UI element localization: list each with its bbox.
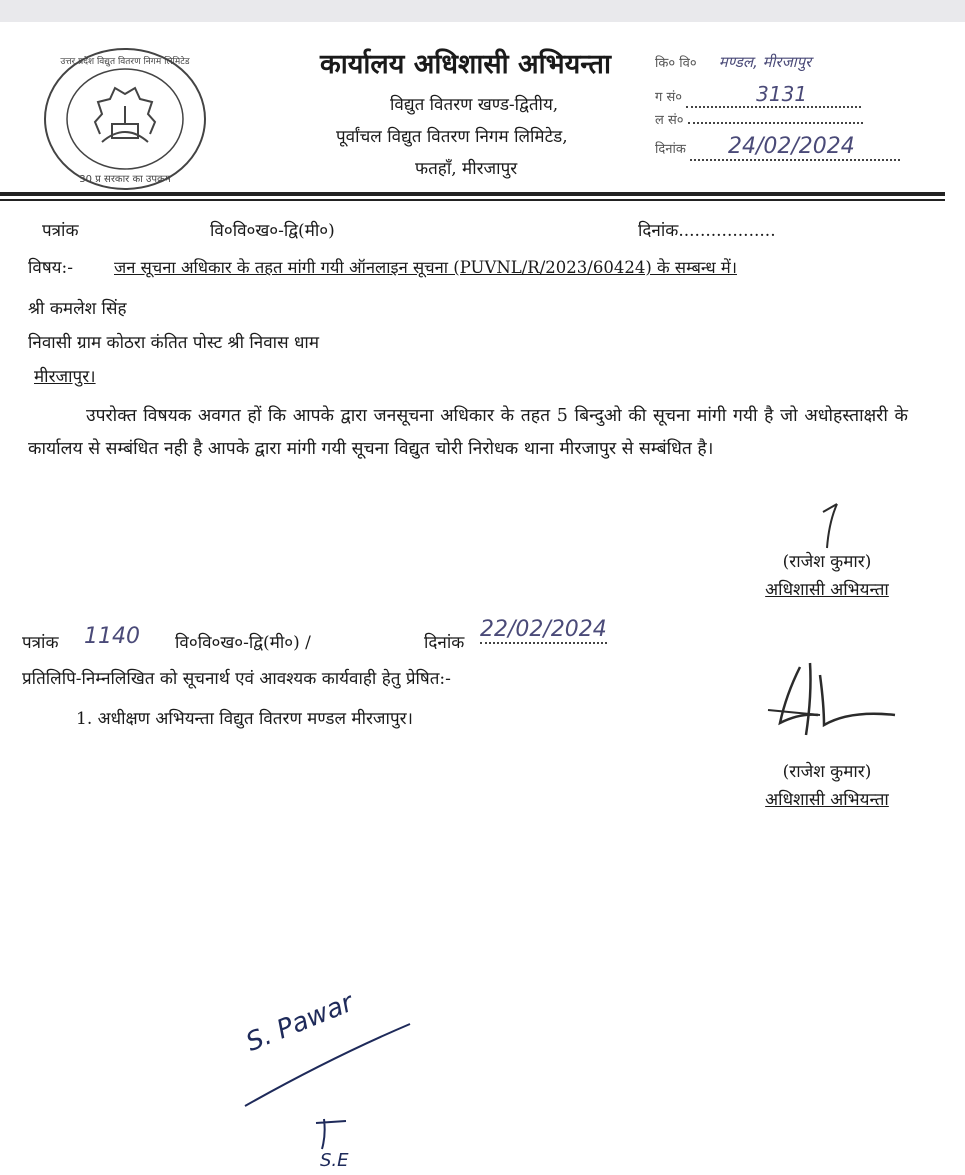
logo-ring-text-top: उत्तर प्रदेश विद्युत वितरण निगम लिमिटेड	[60, 57, 190, 67]
stamp-line4-hand: 24/02/2024	[727, 134, 855, 159]
stamp-line2-hand: 3131	[756, 82, 808, 106]
subject-text: जन सूचना अधिकार के तहत मांगी गयी ऑनलाइन सूचना (PUVNL/R/2023/60424) के सम्बन्ध में।	[114, 258, 737, 277]
copy-intro: प्रतिलिपि-निम्नलिखित को सूचनार्थ एवं आवश्यक कार्यवाही हेतु प्रेषित:-	[22, 669, 451, 689]
office-location: फतहाँ, मीरजापुर	[415, 159, 518, 179]
company-name: पूर्वांचल विद्युत वितरण निगम लिमिटेड,	[336, 127, 568, 147]
copy-item-1: 1. अधीक्षण अभियन्ता विद्युत वितरण मण्डल मीरजापुर।	[76, 709, 413, 729]
signature2-designation: अधिशासी अभियन्ता	[765, 790, 889, 810]
signature1-mark	[815, 500, 845, 552]
letter-body	[28, 400, 908, 466]
copy-ref-code: वि०वि०ख०-द्वि(मी०) /	[175, 633, 311, 653]
top-bar	[0, 0, 965, 22]
stamp-line1-hand: मण्डल, मीरजापुर	[718, 53, 812, 71]
recipient-address: निवासी ग्राम कोठरा कंतित पोस्ट श्री निवास धाम	[28, 333, 319, 353]
recipient-name: श्री कमलेश सिंह	[28, 299, 127, 319]
letter-body-text: उपरोक्त विषयक अवगत हों कि आपके द्वारा जनसूचना अधिकार के तहत 5 बिन्दुओ की सूचना मांगी गयी है जो अधोहस्ताक्षरी के कार्यालय से सम्बंधित नही है आपके द्वारा मांगी गयी सूचना विद्युत चोरी निरोधक थाना मीरजापुर से सम्बंधित है।	[28, 406, 908, 459]
division-name: विद्युत वितरण खण्ड-द्वितीय,	[390, 95, 559, 115]
stamp-line2-label: ग सं०	[655, 90, 682, 105]
stamp-line3-label: ल सं०	[655, 113, 684, 128]
subject-label: विषय:-	[28, 258, 74, 278]
letter-ref-code: वि०वि०ख०-द्वि(मी०)	[210, 221, 335, 241]
company-logo	[40, 44, 210, 194]
signature2-block	[752, 758, 902, 814]
copy-date-label: दिनांक	[424, 633, 465, 653]
signature1-block	[752, 548, 902, 604]
signature1-name: (राजेश कुमार)	[782, 552, 872, 572]
signature1-designation: अधिशासी अभियन्ता	[765, 580, 889, 600]
copy-date: 22/02/2024	[480, 617, 607, 642]
signature2-mark	[760, 655, 900, 750]
letter-ref-label: पत्रांक	[42, 221, 79, 241]
office-title: कार्यालय अधिशासी अभियन्ता	[320, 49, 611, 80]
stamp-line1-label: कि० वि०	[655, 56, 697, 71]
header-rule-thick	[0, 192, 945, 196]
hand-note: S. Pawar	[242, 987, 358, 1058]
hand-mark	[312, 1115, 352, 1155]
hand-initials: S.E	[320, 1150, 349, 1171]
header-rule-thin	[0, 199, 945, 201]
recipient-city: मीरजापुर।	[34, 367, 96, 387]
receipt-stamp	[655, 52, 945, 162]
hand-note-underline	[240, 1018, 415, 1113]
copy-ref-label: पत्रांक	[22, 633, 59, 653]
letter-date: दिनांक..................	[638, 221, 776, 241]
stamp-line4-label: दिनांक	[655, 142, 686, 157]
signature2-name: (राजेश कुमार)	[782, 762, 872, 782]
copy-ref-number: 1140	[84, 624, 140, 649]
logo-ring-text-bottom: 30 प्र सरकार का उपक्रम	[79, 174, 171, 185]
